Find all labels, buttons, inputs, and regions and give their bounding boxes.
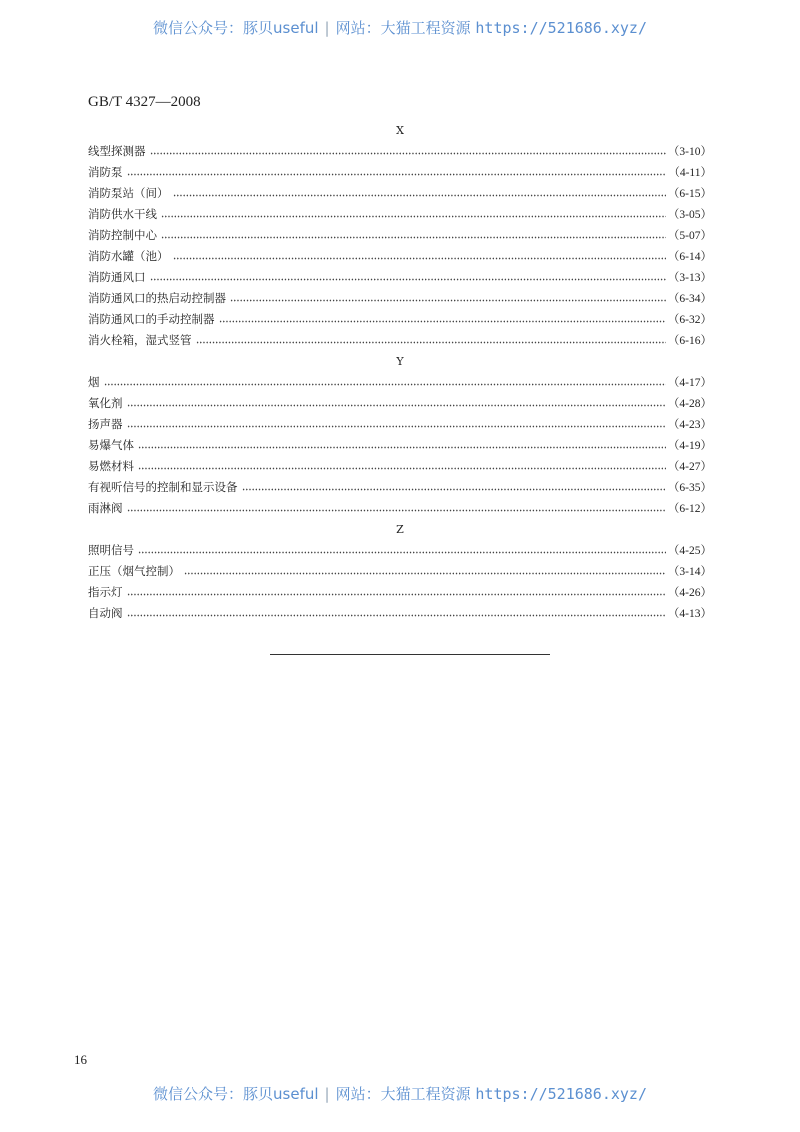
index-entry xyxy=(88,141,712,162)
dot-leader xyxy=(127,607,666,617)
watermark-url[interactable]: https://521686.xyz/ xyxy=(475,1085,647,1103)
entry-term: 易燃材料 xyxy=(88,459,134,473)
end-rule xyxy=(270,654,550,655)
entry-reference: （5-07） xyxy=(667,230,712,242)
dot-leader xyxy=(230,292,666,302)
entry-reference: （3-10） xyxy=(667,146,712,158)
entry-term: 消防水罐（池） xyxy=(88,249,169,263)
index-entry xyxy=(88,435,712,456)
index-entry xyxy=(88,603,712,624)
index-entry xyxy=(88,456,712,477)
entry-reference: （4-23） xyxy=(667,419,712,431)
entry-term: 线型探测器 xyxy=(88,144,146,158)
entry-reference: （3-14） xyxy=(667,566,712,578)
section-letter: Z xyxy=(396,523,404,536)
dot-leader xyxy=(127,502,666,512)
index-entry xyxy=(88,582,712,603)
watermark-account: 微信公众号：豚贝useful xyxy=(153,1085,319,1103)
index-entry xyxy=(88,414,712,435)
index-entry xyxy=(88,477,712,498)
dot-leader xyxy=(127,397,666,407)
entry-term: 雨淋阀 xyxy=(88,501,123,515)
index-entry xyxy=(88,561,712,582)
index-entry xyxy=(88,330,712,351)
entry-term: 照明信号 xyxy=(88,543,134,557)
entry-reference: （6-16） xyxy=(667,335,712,347)
watermark-top xyxy=(0,17,800,38)
entry-term: 正压（烟气控制） xyxy=(88,564,180,578)
dot-leader xyxy=(196,334,666,344)
watermark-site: 网站：大猫工程资源 xyxy=(335,19,471,37)
index-entry xyxy=(88,267,712,288)
entry-term: 消防泵站（间） xyxy=(88,186,169,200)
watermark-separator: | xyxy=(324,19,330,37)
index-entry xyxy=(88,309,712,330)
dot-leader xyxy=(127,418,666,428)
entry-term: 易爆气体 xyxy=(88,438,134,452)
dot-leader xyxy=(138,439,666,449)
dot-leader xyxy=(173,250,666,260)
entry-reference: （6-34） xyxy=(667,293,712,305)
section-letter: X xyxy=(396,124,404,137)
dot-leader xyxy=(150,145,666,155)
dot-leader xyxy=(161,229,666,239)
entry-term: 消火栓箱，湿式竖管 xyxy=(88,333,192,347)
dot-leader xyxy=(161,208,666,218)
page-number: 16 xyxy=(74,1052,87,1067)
index-entry xyxy=(88,288,712,309)
entry-term: 消防通风口的热启动控制器 xyxy=(88,291,226,305)
entry-term: 消防通风口的手动控制器 xyxy=(88,312,215,326)
entry-reference: （4-17） xyxy=(667,377,712,389)
dot-leader xyxy=(138,544,666,554)
entry-term: 有视听信号的控制和显示设备 xyxy=(88,480,238,494)
index-entry xyxy=(88,246,712,267)
index-entry xyxy=(88,225,712,246)
entry-reference: （4-27） xyxy=(667,461,712,473)
entry-term: 消防通风口 xyxy=(88,270,146,284)
entry-reference: （6-35） xyxy=(667,482,712,494)
dot-leader xyxy=(219,313,666,323)
dot-leader xyxy=(104,376,666,386)
entry-reference: （6-12） xyxy=(667,503,712,515)
entry-reference: （4-13） xyxy=(667,608,712,620)
entry-term: 氧化剂 xyxy=(88,396,123,410)
entry-reference: （4-11） xyxy=(668,167,712,179)
entry-reference: （6-32） xyxy=(667,314,712,326)
entry-reference: （4-19） xyxy=(667,440,712,452)
dot-leader xyxy=(127,586,666,596)
watermark-separator: | xyxy=(324,1085,330,1103)
index-entry xyxy=(88,372,712,393)
index-entry xyxy=(88,162,712,183)
entry-reference: （6-15） xyxy=(667,188,712,200)
index-entry xyxy=(88,183,712,204)
index-entry xyxy=(88,393,712,414)
standard-number: GB/T 4327—2008 xyxy=(88,94,201,110)
dot-leader xyxy=(173,187,666,197)
index-entry xyxy=(88,498,712,519)
entry-reference: （4-28） xyxy=(667,398,712,410)
entry-reference: （4-25） xyxy=(667,545,712,557)
entry-term: 消防泵 xyxy=(88,165,123,179)
watermark-account: 微信公众号：豚贝useful xyxy=(153,19,319,37)
entry-term: 消防供水干线 xyxy=(88,207,157,221)
watermark-url[interactable]: https://521686.xyz/ xyxy=(475,19,647,37)
entry-term: 消防控制中心 xyxy=(88,228,157,242)
section-letter: Y xyxy=(396,355,404,368)
dot-leader xyxy=(184,565,666,575)
entry-reference: （3-13） xyxy=(667,272,712,284)
entry-reference: （4-26） xyxy=(667,587,712,599)
index-entry xyxy=(88,540,712,561)
entry-term: 扬声器 xyxy=(88,417,123,431)
watermark-site: 网站：大猫工程资源 xyxy=(335,1085,471,1103)
entry-term: 自动阀 xyxy=(88,606,123,620)
index-entry xyxy=(88,204,712,225)
entry-term: 指示灯 xyxy=(88,585,123,599)
watermark-bottom xyxy=(0,1083,800,1104)
dot-leader xyxy=(150,271,666,281)
entry-reference: （6-14） xyxy=(667,251,712,263)
entry-reference: （3-05） xyxy=(667,209,712,221)
alphabetical-index xyxy=(88,120,712,624)
dot-leader xyxy=(127,166,667,176)
dot-leader xyxy=(242,481,666,491)
entry-term: 烟 xyxy=(88,375,100,389)
dot-leader xyxy=(138,460,666,470)
